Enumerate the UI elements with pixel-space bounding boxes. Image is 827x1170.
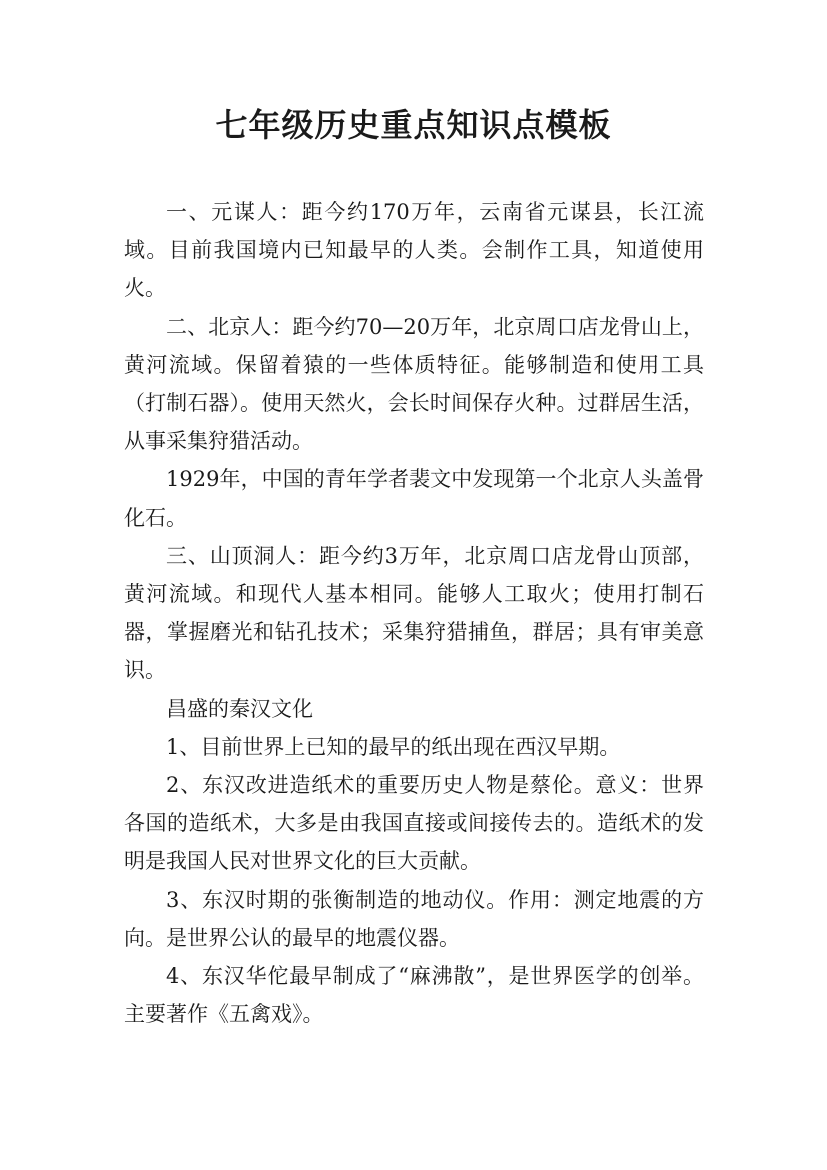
paragraph-item-3: 3、东汉时期的张衡制造的地动仪。作用：测定地震的方向。是世界公认的最早的地震仪器。 (124, 887, 704, 950)
paragraph-item-1: 1、目前世界上已知的最早的纸出现在西汉早期。 (166, 734, 621, 759)
section-heading-qin-han-culture: 昌盛的秦汉文化 (166, 696, 313, 721)
paragraph-upper-cave-man: 三、山顶洞人：距今约3万年，北京周口店龙骨山顶部，黄河流域。和现代人基本相同。能够人工取火；使用打制石器，掌握磨光和钻孔技术；采集狩猎捕鱼，群居；具有审美意识。 (124, 543, 704, 683)
page-title: 七年级历史重点知识点模板 (215, 106, 612, 144)
paragraph-skull-discovery: 1929年，中国的青年学者裴文中发现第一个北京人头盖骨化石。 (124, 467, 704, 530)
paragraph-yuanmou-man: 一、元谋人：距今约170万年，云南省元谋县，长江流域。目前我国境内已知最早的人类。会制作工具，知道使用火。 (124, 200, 704, 301)
paragraph-item-2: 2、东汉改进造纸术的重要历史人物是蔡伦。意义：世界各国的造纸术，大多是由我国直接或间接传去的。造纸术的发明是我国人民对世界文化的巨大贡献。 (124, 773, 704, 874)
document-body (124, 193, 704, 1033)
paragraph-peking-man: 二、北京人：距今约70—20万年，北京周口店龙骨山上，黄河流域。保留着猿的一些体质特征。能够制造和使用工具（打制石器）。使用天然火，会长时间保存火种。过群居生活，从事采集狩猎活动。 (124, 314, 704, 454)
paragraph-item-4: 4、东汉华佗最早制成了“麻沸散”，是世界医学的创举。主要著作《五禽戏》。 (124, 964, 704, 1027)
